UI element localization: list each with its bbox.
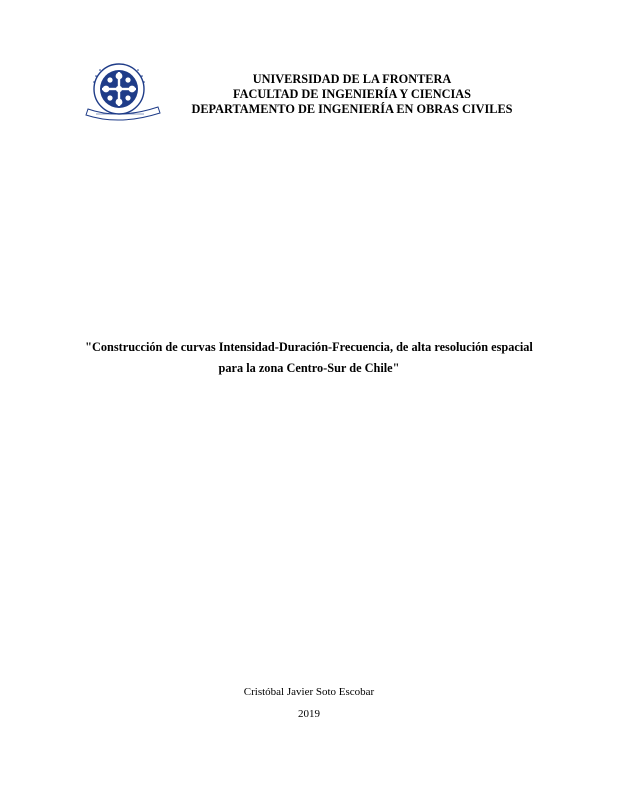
author-block [0, 681, 618, 725]
faculty-name: FACULTAD DE INGENIERÍA Y CIENCIAS [232, 87, 471, 101]
university-name: UNIVERSIDAD DE LA FRONTERA [252, 72, 452, 86]
institution-header [170, 72, 534, 117]
thesis-title-line-1: "Construcción de curvas Intensidad-Duración-Frecuencia, de alta resolución espacial [85, 340, 533, 354]
department-name: DEPARTAMENTO DE INGENIERÍA EN OBRAS CIVILES [191, 102, 513, 116]
thesis-title-line-2: para la zona Centro-Sur de Chile" [218, 361, 400, 375]
university-seal-icon [84, 62, 162, 124]
publication-year: 2019 [298, 708, 320, 720]
thesis-title [40, 337, 578, 379]
author-name: Cristóbal Javier Soto Escobar [243, 686, 375, 698]
